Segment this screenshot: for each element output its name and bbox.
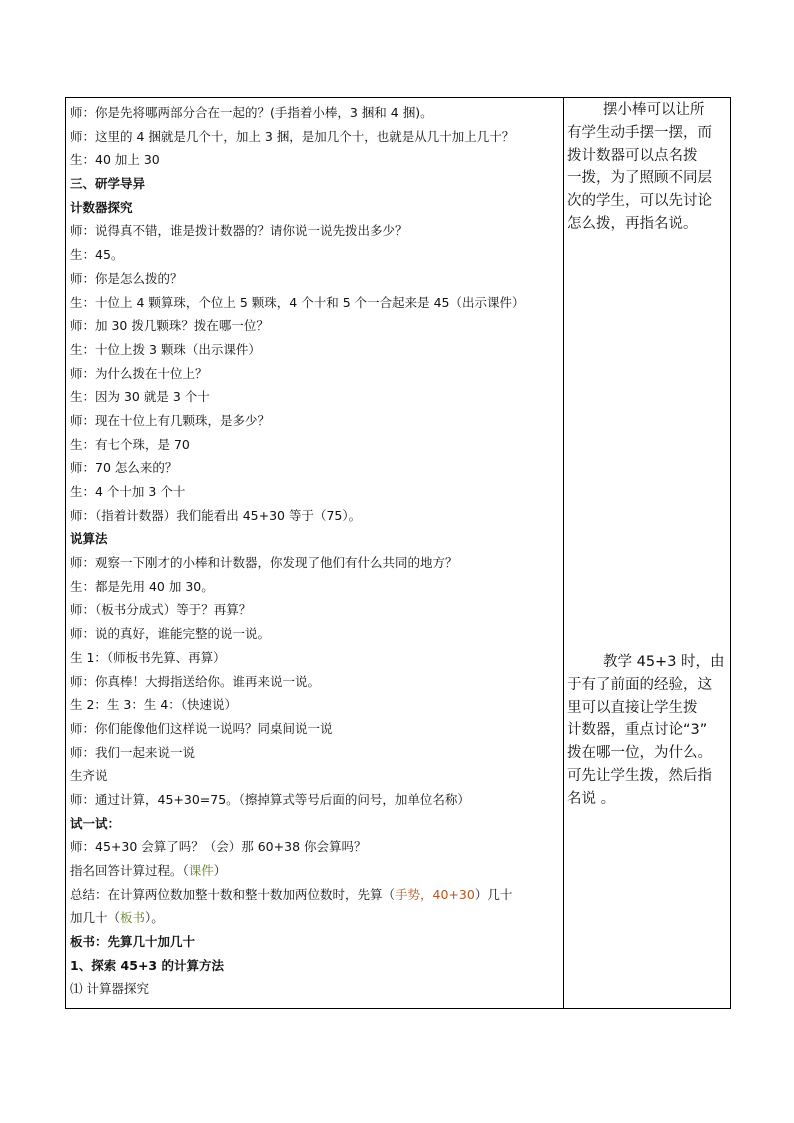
line-text: 试一试：	[70, 815, 121, 831]
lesson-line	[70, 101, 558, 125]
lesson-line	[70, 906, 558, 930]
line-text: 指名回答计算过程。（	[70, 863, 189, 878]
side-note-bottom	[567, 651, 727, 811]
line-text: 1、探索 45+3 的计算方法	[70, 957, 224, 973]
side-note-line: 一拨，为了照顾不同层	[567, 170, 712, 187]
lesson-line	[70, 646, 558, 670]
lesson-line	[70, 125, 558, 149]
line-text: 师：45+30 会算了吗？（会）那 60+38 你会算吗？	[70, 839, 367, 855]
line-text: 生：有七个珠，是 70	[70, 436, 190, 452]
side-note-line: 教学 45+3 时，由	[603, 654, 725, 670]
lesson-line	[70, 575, 558, 599]
lesson-line	[70, 291, 558, 315]
line-text: 师：说得真不错，谁是拨计数器的？请你说一说先拨出多少？	[70, 223, 408, 239]
lesson-line	[70, 338, 558, 362]
line-text: 生齐说	[70, 768, 108, 784]
line-text: 师：说的真好，谁能完整的说一说。	[70, 626, 271, 642]
line-text: 生：45。	[70, 247, 124, 263]
lesson-line	[70, 172, 558, 196]
line-text: 生：十位上拨 3 颗珠（出示课件）	[70, 341, 261, 357]
side-note-line: 怎么拨，再指名说。	[567, 215, 698, 232]
lesson-plan-table	[65, 97, 731, 1009]
side-note-line: 拨计数器可以点名拨	[567, 147, 698, 164]
lesson-line	[70, 480, 558, 504]
lesson-line	[70, 148, 558, 172]
line-text: 师：加 30 拨几颗珠？拨在哪一位？	[70, 318, 269, 334]
lesson-line	[70, 598, 558, 622]
lesson-line	[70, 551, 558, 575]
lesson-line	[70, 196, 558, 220]
side-note-top	[567, 99, 727, 236]
side-note-line: 有学生动手摆一摆，而	[567, 124, 712, 141]
side-note-line: 拨在哪一位，为什么。	[567, 745, 712, 762]
line-text: 师：70 怎么来的？	[70, 460, 178, 476]
lesson-line	[70, 883, 558, 907]
lesson-line	[70, 812, 558, 836]
line-text: 板书：先算几十加几十	[70, 934, 196, 950]
lesson-line	[70, 622, 558, 646]
lesson-line	[70, 456, 558, 480]
line-text: 生：都是先用 40 加 30。	[70, 578, 214, 594]
lesson-line	[70, 362, 558, 386]
column-divider	[563, 98, 564, 1008]
lesson-line	[70, 243, 558, 267]
line-text: 师：现在十位上有几颗珠，是多少？	[70, 412, 271, 428]
lesson-line	[70, 267, 558, 291]
line-text: 生：4 个十加 3 个十	[70, 484, 186, 499]
line-text: 师：你是先将哪两部分合在一起的？(手指着小棒，3 捆和 4 捆)。	[70, 105, 433, 120]
side-note-line: 名说 。	[567, 790, 616, 807]
line-text: 师：为什么拨在十位上？	[70, 365, 208, 381]
line-text: 师：（板书分成式）等于？再算？	[70, 602, 252, 618]
lesson-line	[70, 954, 558, 978]
lesson-line	[70, 788, 558, 812]
line-text: 生：40 加上 30	[70, 152, 160, 168]
line-text: 师：通过计算，45+30=75。（擦掉算式等号后面的问号，加单位名称）	[70, 791, 470, 807]
lesson-line	[70, 527, 558, 551]
line-text: 师：我们一起来说一说	[70, 744, 196, 760]
highlighted-text: 板书	[120, 910, 146, 926]
lesson-line	[70, 385, 558, 409]
line-text: ⑴ 计算器探究	[70, 981, 149, 997]
line-text: 总结：在计算两位数加整十数和整十数加两位数时，先算（	[70, 886, 396, 902]
line-text: 说算法	[70, 531, 108, 547]
line-text: ）。	[145, 910, 164, 926]
line-text: 师：观察一下刚才的小棒和计数器，你发现了他们有什么共同的地方？	[70, 555, 458, 571]
line-text: 师：你们能像他们这样说一说吗？同桌间说一说	[70, 720, 333, 736]
lesson-line	[70, 693, 558, 717]
side-note-line: 次的学生，可以先讨论	[567, 193, 712, 210]
lesson-line	[70, 504, 558, 528]
side-note-line: 摆小棒可以让所	[603, 102, 705, 118]
highlighted-text: 手势，40+30	[395, 886, 475, 902]
line-text: 师：（指着计数器）我们能看出 45+30 等于（75）。	[70, 507, 362, 523]
line-text: 师：你是怎么拨的？	[70, 270, 183, 286]
lesson-line	[70, 930, 558, 954]
lesson-line	[70, 409, 558, 433]
lesson-line	[70, 741, 558, 765]
lesson-line	[70, 670, 558, 694]
lesson-line	[70, 835, 558, 859]
line-text: 三、研学导异	[70, 176, 146, 192]
side-note-line: 计数器，重点讨论“3”	[567, 722, 708, 739]
lesson-content-column	[70, 101, 558, 1001]
line-text: ）几十	[474, 886, 513, 902]
line-text: 生：因为 30 就是 3 个十	[70, 389, 210, 405]
line-text: 生：十位上 4 颗算珠，个位上 5 颗珠，4 个十和 5 个一合起来是 45（出示课件）	[70, 294, 525, 310]
lesson-line	[70, 219, 558, 243]
line-text: 加几十（	[70, 910, 121, 926]
side-note-line: 于有了前面的经验，这	[567, 676, 712, 693]
line-text: 生 1：（师板书先算、再算）	[70, 649, 226, 665]
side-note-line: 里可以直接让学生拨	[567, 699, 698, 716]
line-text: 生 2：生 3：生 4：（快速说）	[70, 697, 238, 713]
lesson-line	[70, 717, 558, 741]
lesson-line	[70, 314, 558, 338]
lesson-line	[70, 764, 558, 788]
line-text: 计数器探究	[70, 199, 133, 215]
lesson-line	[70, 859, 558, 883]
lesson-line	[70, 433, 558, 457]
line-text: 师：这里的 4 捆就是几个十，加上 3 捆，是加几个十，也就是从几十加上几十？	[70, 128, 515, 144]
highlighted-text: 课件	[188, 863, 214, 878]
lesson-line	[70, 977, 558, 1001]
line-text: 师：你真棒！大拇指送给你。谁再来说一说。	[70, 673, 321, 689]
line-text: ）	[213, 863, 227, 878]
side-note-line: 可先让学生拨，然后指	[567, 767, 712, 784]
